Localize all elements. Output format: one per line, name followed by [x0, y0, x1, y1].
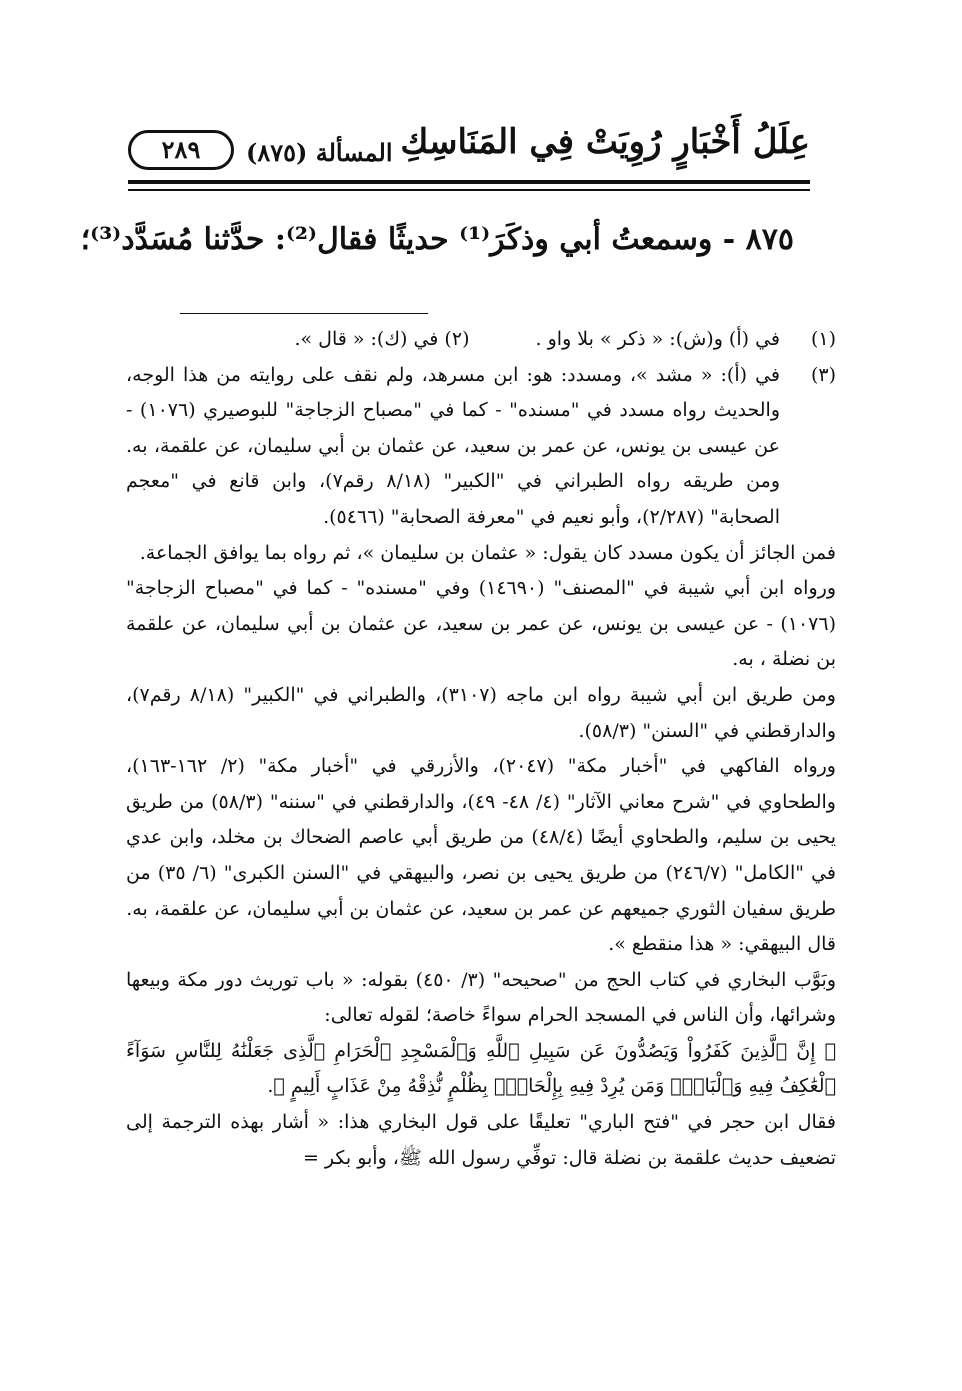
footnotes [126, 322, 836, 1176]
footnote-row-1-2 [126, 322, 836, 358]
footnote-number-1: (١) [810, 328, 836, 350]
header-rule-thick [128, 180, 810, 184]
book-title: عِلَلُ أَخْبَارٍ رُوِيَتْ فِي المَنَاسِكِ [400, 122, 810, 162]
footnote-3-paragraph: فمن الجائز أن يكون مسدد كان يقول: « عثمان بن سليمان »، ثم رواه بما يوافق الجماعة. [139, 541, 836, 564]
issue-label: المسألة (٨٧٥) [246, 138, 393, 167]
footnote-number-3: (٣) [810, 363, 836, 386]
footnote-2-text: في (ك): « قال ». [294, 328, 439, 350]
running-header [128, 118, 810, 188]
footnote-2 [294, 322, 469, 358]
header-rule-thin [128, 189, 810, 191]
footnote-separator [180, 313, 428, 314]
footnote-1-text: في (أ) و(ش): « ذكر » بلا واو . [535, 328, 780, 350]
page-number-badge [128, 130, 234, 170]
main-text-line: ٨٧٥ - وسمعتُ أبي وذكَرَ⁽¹⁾ حديثًا فقال⁽²⁾: حدَّثنا مُسَدَّد⁽³⁾؛ [80, 222, 794, 257]
footnote-3-paragraph: ومن طريق ابن أبي شيبة رواه ابن ماجه (٣١٠٧)، والطبراني في "الكبير" (٨/١٨ رقم٧)، والدارقطني في "السنن" (٥٨/٣). [126, 683, 836, 742]
footnote-3-paragraph: قال البيهقي: « هذا منقطع ». [608, 933, 836, 956]
footnote-number-2: (٢) [444, 328, 470, 350]
footnote-3-paragraph: وبَوَّب البخاري في كتاب الحج من "صحيحه" (٣/ ٤٥٠) بقوله: « باب توريث دور مكة وبيعها وشرائها، وأن الناس في المسجد الحرام سواءً خاصة؛ لقوله تعالى: [126, 968, 836, 1027]
footnote-3-paragraph: ورواه الفاكهي في "أخبار مكة" (٢٠٤٧)، والأزرقي في "أخبار مكة" (٢/ ١٦٢-١٦٣)، والطحاوي في "شرح معاني الآثار" (٤/ ٤٨- ٤٩)، والدارقطني في "سننه" (٥٨/٣) من طريق يحيى بن سليم، والطحاوي أيضًا (٤٨/٤) من طريق أبي عاصم الضحاك بن مخلد، وابن عدي في "الكامل" (٢٤٦/٧) من طريق يحيى بن نصر، والبيهقي في "السنن الكبرى" (٦/ ٣٥) من طريق سفيان الثوري جميعهم عن عمر بن سعيد، عن عثمان بن أبي سليمان، عن علقمة، به. [126, 755, 837, 920]
footnote-3-paragraph: فقال ابن حجر في "فتح الباري" تعليقًا على قول البخاري هذا: « أشار بهذه الترجمة إلى تضعيف حديث علقمة بن نضلة قال: توفِّي رسول الله ﷺ، وأبو بكر = [126, 1111, 836, 1169]
quran-verse: ﴿ إِنَّ ٱلَّذِينَ كَفَرُواْ وَيَصُدُّونَ عَن سَبِيلِ ٱللَّهِ وَٱلْمَسْجِدِ ٱلْحَرَامِ ٱلَّذِى جَعَلْنَٰهُ لِلنَّاسِ سَوَآءً ٱلْعَٰكِفُ فِيهِ وَٱلْبَادِۚ وَمَن يُرِدْ فِيهِ بِإِلْحَادٍۭ بِظُلْمٍ نُّذِقْهُ مِنْ عَذَابٍ أَلِيمٍ ﴾. [126, 1039, 836, 1098]
page-number: ٢٨٩ [161, 135, 201, 164]
footnote-3-paragraph: ورواه ابن أبي شيبة في "المصنف" (١٤٦٩٠) وفي "مسنده" - كما في "مصباح الزجاجة" (١٠٧٦) - عن عيسى بن يونس، عن عمر بن سعيد، عن عثمان بن أبي سليمان، عن علقمة بن نضلة ، به. [126, 577, 836, 671]
footnote-3-paragraph: في (أ): « مشد »، ومسدد: هو: ابن مسرهد، ولم نقف على روايته من هذا الوجه، والحديث رواه مسدد في "مسنده" - كما في "مصباح الزجاجة" للبوصيري (١٠٧٦) - عن عيسى بن يونس، عن عمر بن سعيد، عن عثمان بن أبي سليمان، عن علقمة، به. ومن طريقه رواه الطبراني في "الكبير" (٨/١٨ رقم٧)، وابن قانع في "معجم الصحابة" (٢/٢٨٧)، وأبو نعيم في "معرفة الصحابة" (٥٤٦٦). [126, 363, 780, 528]
footnote-3 [126, 358, 836, 536]
